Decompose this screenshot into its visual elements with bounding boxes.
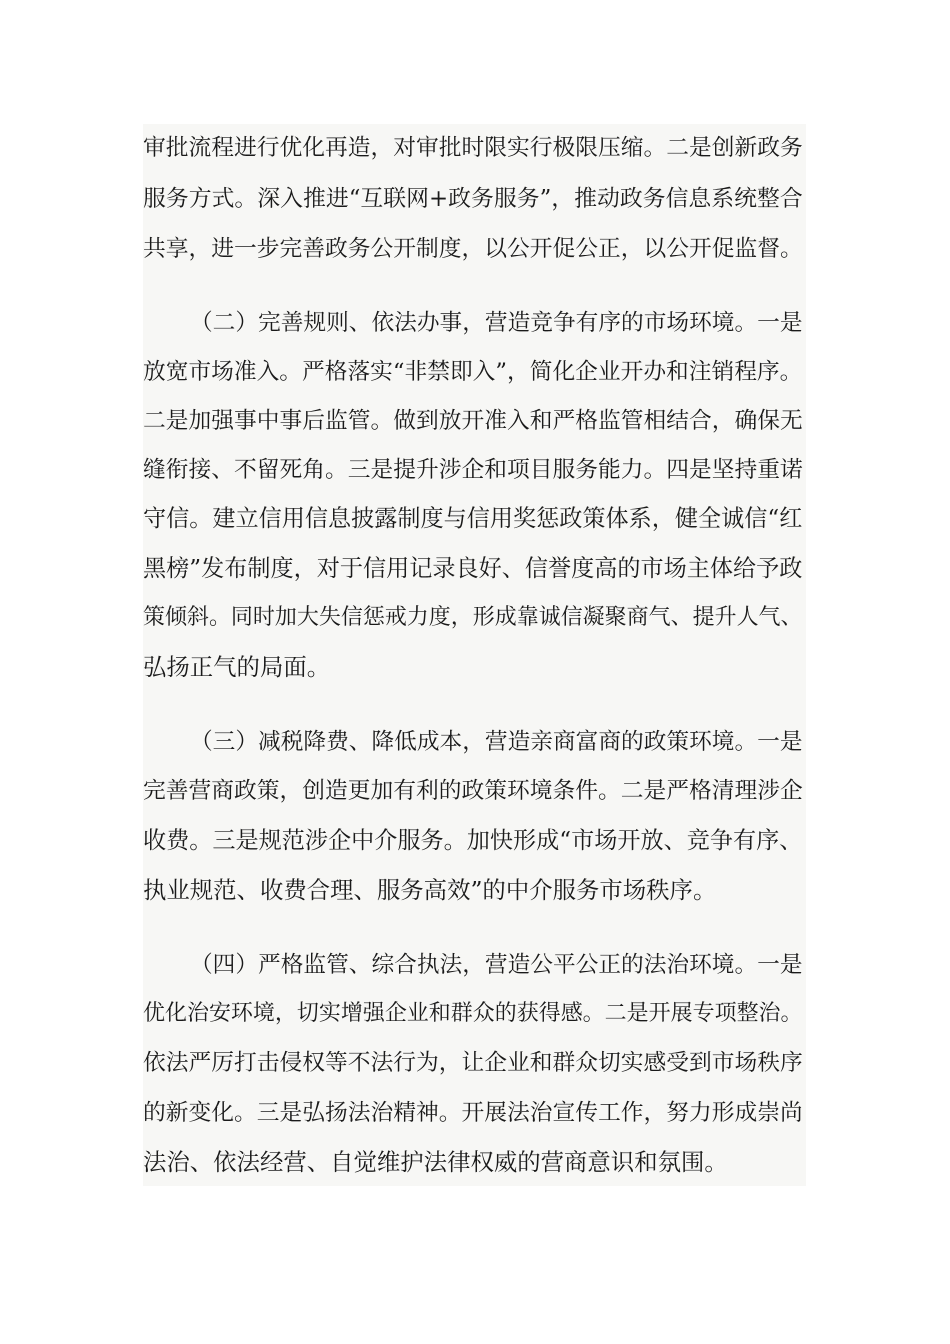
paragraph-2-line-7: 策倾斜。同时加大失信惩戒力度，形成靠诚信凝聚商气、提升人气、: [143, 605, 803, 630]
paragraph-3-line-2: 完善营商政策，创造更加有利的政策环境条件。二是严格清理涉企: [143, 778, 803, 804]
paragraph-3-heading-line: （三）减税降费、降低成本，营造亲商富商的政策环境。一是: [190, 729, 803, 755]
paragraph-2-line-5: 守信。建立信用信息披露制度与信用奖惩政策体系，健全诚信“红: [143, 506, 803, 532]
paragraph-4-heading-line: （四）严格监管、综合执法，营造公平公正的法治环境。一是: [190, 952, 803, 978]
paragraph-4-line-2: 优化治安环境，切实增强企业和群众的获得感。二是开展专项整治。: [143, 1001, 803, 1026]
paragraph-3-line-4: 执业规范、收费合理、服务高效”的中介服务市场秩序。: [143, 876, 717, 904]
paragraph-4-line-4: 的新变化。三是弘扬法治精神。开展法治宣传工作，努力形成崇尚: [143, 1100, 803, 1126]
paragraph-1-line-1: 审批流程进行优化再造，对审批时限实行极限压缩。二是创新政务: [143, 135, 803, 161]
paragraph-4-line-3: 依法严厉打击侵权等不法行为，让企业和群众切实感受到市场秩序: [143, 1050, 803, 1076]
paragraph-1-line-3: 共享，进一步完善政务公开制度，以公开促公正，以公开促监督。: [143, 236, 803, 262]
paragraph-2-heading-line: （二）完善规则、依法办事，营造竞争有序的市场环境。一是: [190, 310, 803, 336]
paragraph-2-line-2: 放宽市场准入。严格落实“非禁即入”，简化企业开办和注销程序。: [143, 359, 803, 385]
paragraph-3-line-3: 收费。三是规范涉企中介服务。加快形成“市场开放、竞争有序、: [143, 828, 803, 854]
document-body: [143, 124, 806, 1186]
paragraph-2-line-3: 二是加强事中事后监管。做到放开准入和严格监管相结合，确保无: [143, 408, 803, 434]
paragraph-4-line-5: 法治、依法经营、自觉维护法律权威的营商意识和氛围。: [143, 1148, 728, 1176]
paragraph-1-line-2: 服务方式。深入推进“互联网+政务服务”，推动政务信息系统整合: [143, 186, 803, 212]
paragraph-2-line-4: 缝衔接、不留死角。三是提升涉企和项目服务能力。四是坚持重诺: [143, 457, 803, 483]
paragraph-2-line-8: 弘扬正气的局面。: [143, 653, 331, 681]
paragraph-2-line-6: 黑榜”发布制度，对于信用记录良好、信誉度高的市场主体给予政: [143, 556, 803, 582]
